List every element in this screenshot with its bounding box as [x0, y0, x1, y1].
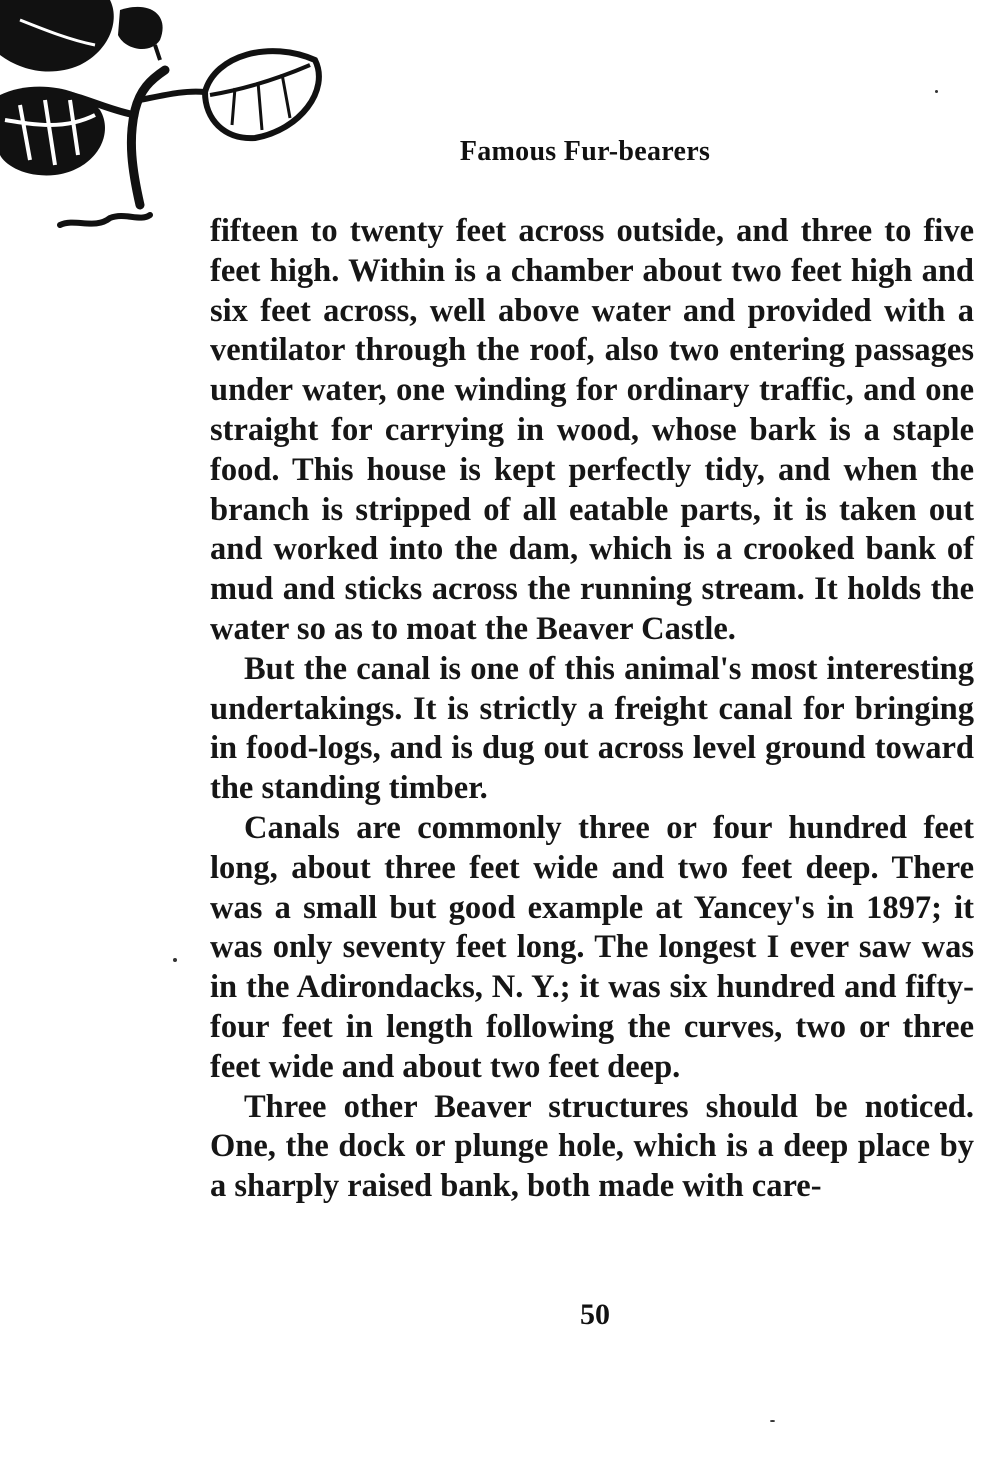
paragraph-1: fifteen to twenty feet across outside, and three to five feet high. Within is a chamber about two feet high and six feet across, well above water and provided with a ventilator through the roof, also two entering passages under water, one winding for ordinary traffic, and one straight for carrying in wood, whose bark is a staple food. This house is kept perfectly tidy, and when the branch is stripped of all eatable parts, it is taken out and worked into the dam, which is a crooked bank of mud and sticks across the running stream. It holds the water so as to moat the Beaver Castle.: [210, 213, 974, 647]
ink-speck: [770, 1420, 775, 1422]
paragraph-2: But the canal is one of this animal's most interesting undertakings. It is strictly a freight canal for bringing in food-logs, and is dug out across level ground toward the standing timber.: [210, 650, 974, 807]
paragraph-4: Three other Beaver structures should be noticed. One, the dock or plunge hole, which is a deep place by a sharply raised bank, both made with care-: [210, 1088, 974, 1205]
paragraph-3: Canals are commonly three or four hundred feet long, about three feet wide and two feet deep. There was a small but good example at Yancey's in 1897; it was only seventy feet long. The longest I ever saw was in the Adirondacks, N. Y.; it was six hundred and fifty-four feet in length following the curves, two or three feet wide and about two feet deep.: [210, 809, 974, 1085]
ink-speck: [935, 90, 938, 93]
running-head: [0, 136, 1000, 168]
body-text: [210, 212, 974, 1207]
ink-speck: [173, 958, 177, 962]
page-number: [0, 1298, 1000, 1332]
page-number-text: 50: [580, 1298, 610, 1331]
running-head-text: Famous Fur-bearers: [459, 136, 711, 167]
